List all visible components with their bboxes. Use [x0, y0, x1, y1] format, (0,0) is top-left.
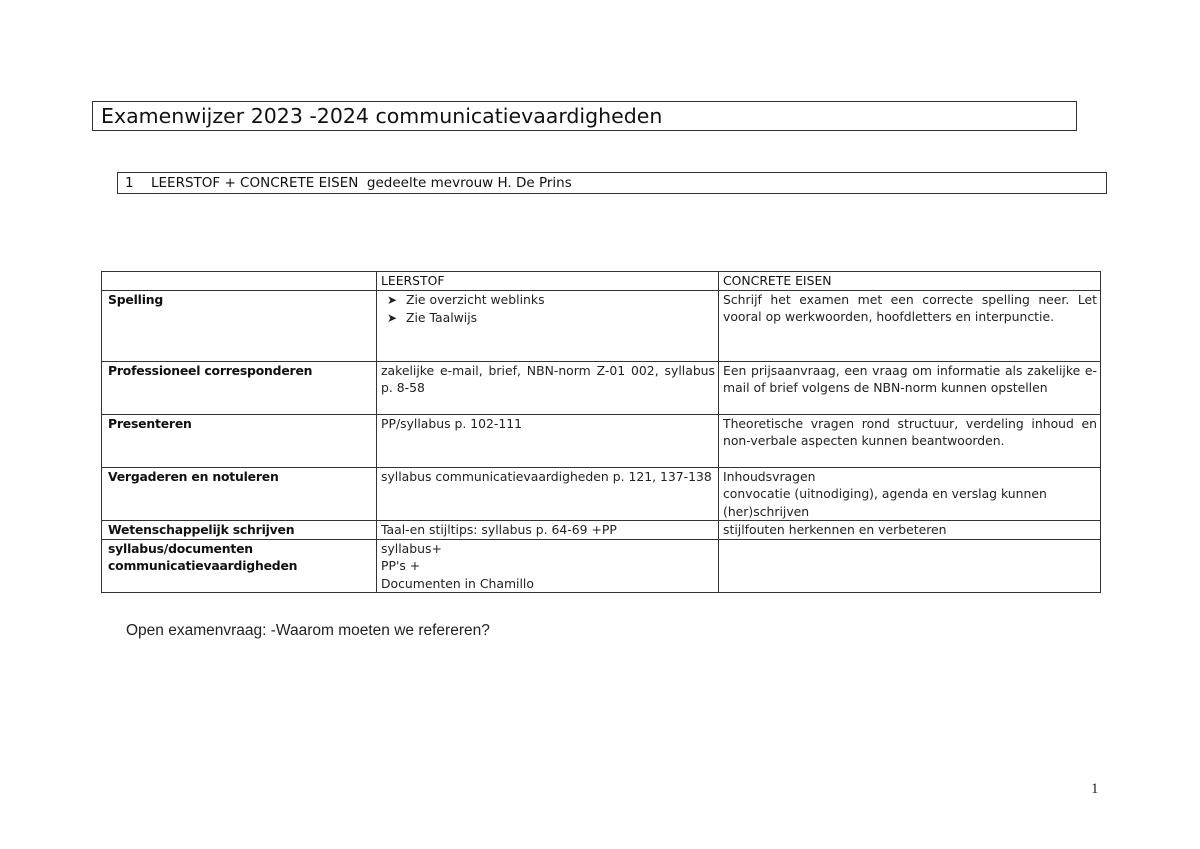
table-row [102, 414, 1101, 467]
subject-cell: Vergaderen en notuleren [102, 467, 377, 521]
leerstof-cell [377, 539, 719, 593]
eisen-cell [719, 539, 1101, 593]
subject-cell: Presenteren [102, 414, 377, 467]
eisen-cell: Theoretische vragen rond structuur, verdeling inhoud en non-verbale aspecten kunnen beantwoorden. [719, 414, 1101, 467]
arrowhead-bullet-icon: ➤ [387, 292, 398, 307]
leerstof-cell: syllabus communicatievaardigheden p. 121, 137-138 [377, 467, 719, 521]
subject-cell: Spelling [102, 290, 377, 361]
exam-table [101, 271, 1101, 593]
table-header-concrete-eisen: CONCRETE EISEN [719, 272, 1101, 291]
eisen-line: Inhoudsvragen [723, 468, 816, 484]
subject-cell: Professioneel corresponderen [102, 361, 377, 414]
page-number: 1 [1091, 781, 1099, 797]
leerstof-line: Documenten in Chamillo [381, 575, 534, 591]
eisen-cell: stijlfouten herkennen en verbeteren [719, 521, 1101, 540]
table-row [102, 467, 1101, 521]
document-title: Examenwijzer 2023 -2024 communicatievaardigheden [92, 101, 1077, 131]
subject-cell [102, 539, 377, 593]
eisen-cell: Schrijf het examen met een correcte spelling neer. Let vooral op werkwoorden, hoofdletters en interpunctie. [719, 290, 1101, 361]
table-row [102, 361, 1101, 414]
list-item [381, 309, 715, 328]
list-item [381, 291, 715, 310]
open-question: Open examenvraag: -Waarom moeten we refereren? [126, 622, 490, 639]
subject-line: communicatievaardigheden [108, 558, 298, 573]
leerstof-cell [377, 290, 719, 361]
leerstof-cell: Taal-en stijltips: syllabus p. 64-69 +PP [377, 521, 719, 540]
subject-cell: Wetenschappelijk schrijven [102, 521, 377, 540]
section-subheading: gedeelte mevrouw H. De Prins [366, 175, 572, 191]
table-row [102, 539, 1101, 593]
section-heading [117, 172, 1107, 194]
leerstof-line: syllabus+ [381, 540, 442, 556]
arrowhead-bullet-icon: ➤ [387, 311, 398, 325]
section-heading-text: LEERSTOF + CONCRETE EISEN [151, 175, 359, 191]
leerstof-cell: PP/syllabus p. 102-111 [377, 414, 719, 467]
table-row [102, 290, 1101, 361]
leerstof-line: PP's + [381, 558, 421, 573]
table-row [102, 521, 1101, 540]
eisen-cell: Een prijsaanvraag, een vraag om informatie als zakelijke e-mail of brief volgens de NBN-norm kunnen opstellen [719, 361, 1101, 414]
table-header-cell [102, 272, 377, 291]
list-item-text: Zie Taalwijs [406, 310, 478, 325]
leerstof-list [381, 291, 715, 328]
table-header-leerstof: LEERSTOF [377, 272, 719, 291]
eisen-cell [719, 467, 1101, 521]
eisen-line: convocatie (uitnodiging), agenda en verslag kunnen (her)schrijven [723, 486, 1047, 519]
list-item-text: Zie overzicht weblinks [406, 291, 545, 307]
section-number: 1 [125, 175, 134, 191]
subject-line: syllabus/documenten [108, 540, 253, 556]
table-header-row [102, 272, 1101, 291]
leerstof-cell: zakelijke e-mail, brief, NBN-norm Z-01 002, syllabus p. 8-58 [377, 361, 719, 414]
